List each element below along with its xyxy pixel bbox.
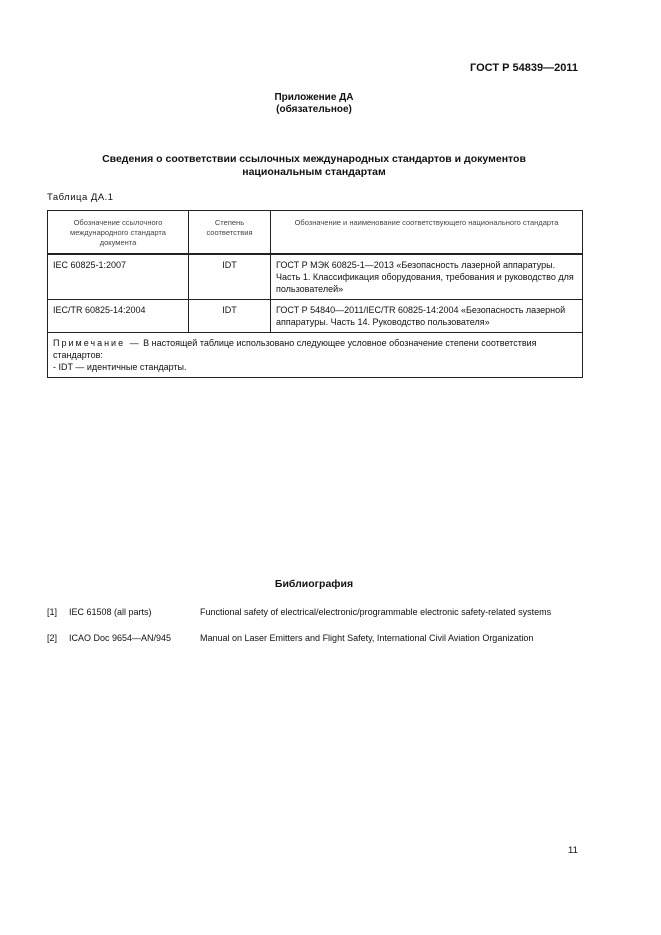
table-note-row bbox=[48, 333, 583, 378]
cell-degree: IDT bbox=[189, 300, 271, 333]
bib-number: [1] bbox=[47, 607, 58, 617]
note-label: Примечание — bbox=[53, 338, 141, 348]
reference-table bbox=[47, 210, 583, 378]
table-row bbox=[48, 300, 583, 333]
table-header-row bbox=[48, 211, 583, 255]
note-item: - IDT — идентичные стандарты. bbox=[53, 362, 187, 372]
cell-national: ГОСТ Р МЭК 60825-1—2013 «Безопасность лазерной аппаратуры. Часть 1. Классификация оборудования, требования и руководство для пользователей» bbox=[271, 254, 583, 300]
cell-national: ГОСТ Р 54840—2011/IEC/TR 60825-14:2004 «Безопасность лазерной аппаратуры. Часть 14. Руководство пользователя» bbox=[271, 300, 583, 333]
header-degree: Степень соответствия bbox=[189, 211, 271, 255]
bib-number: [2] bbox=[47, 633, 58, 643]
cell-degree: IDT bbox=[189, 254, 271, 300]
document-code: ГОСТ Р 54839—2011 bbox=[470, 62, 578, 74]
cell-ref: IEC/TR 60825-14:2004 bbox=[48, 300, 189, 333]
bib-code: ICAO Doc 9654—AN/945 bbox=[69, 633, 172, 643]
table-caption: Таблица ДА.1 bbox=[47, 192, 114, 203]
header-national: Обозначение и наименование соответствующего национального стандарта bbox=[271, 211, 583, 255]
appendix-title: Приложение ДА bbox=[274, 92, 354, 103]
header-ref: Обозначение ссылочного международного стандарта документа bbox=[48, 211, 189, 255]
section-title-line2: национальным стандартам bbox=[242, 166, 386, 178]
appendix-heading bbox=[0, 92, 628, 116]
section-title-line1: Сведения о соответствии ссылочных международных стандартов и документов bbox=[102, 153, 526, 165]
bib-code: IEC 61508 (all parts) bbox=[69, 607, 152, 617]
bib-text: Functional safety of electrical/electronic/programmable electronic safety-related systems bbox=[200, 607, 552, 617]
bibliography-title: Библиография bbox=[274, 578, 354, 590]
appendix-subtitle: (обязательное) bbox=[276, 104, 352, 115]
table-note bbox=[48, 333, 583, 378]
bib-text: Manual on Laser Emitters and Flight Safety, International Civil Aviation Organization bbox=[200, 633, 534, 643]
section-title bbox=[0, 153, 628, 179]
table-row bbox=[48, 254, 583, 300]
note-text: В настоящей таблице использовано следующее условное обозначение степени соответствия стандартов: bbox=[53, 338, 537, 360]
page-number: 11 bbox=[568, 845, 578, 856]
cell-ref: IEC 60825-1:2007 bbox=[48, 254, 189, 300]
